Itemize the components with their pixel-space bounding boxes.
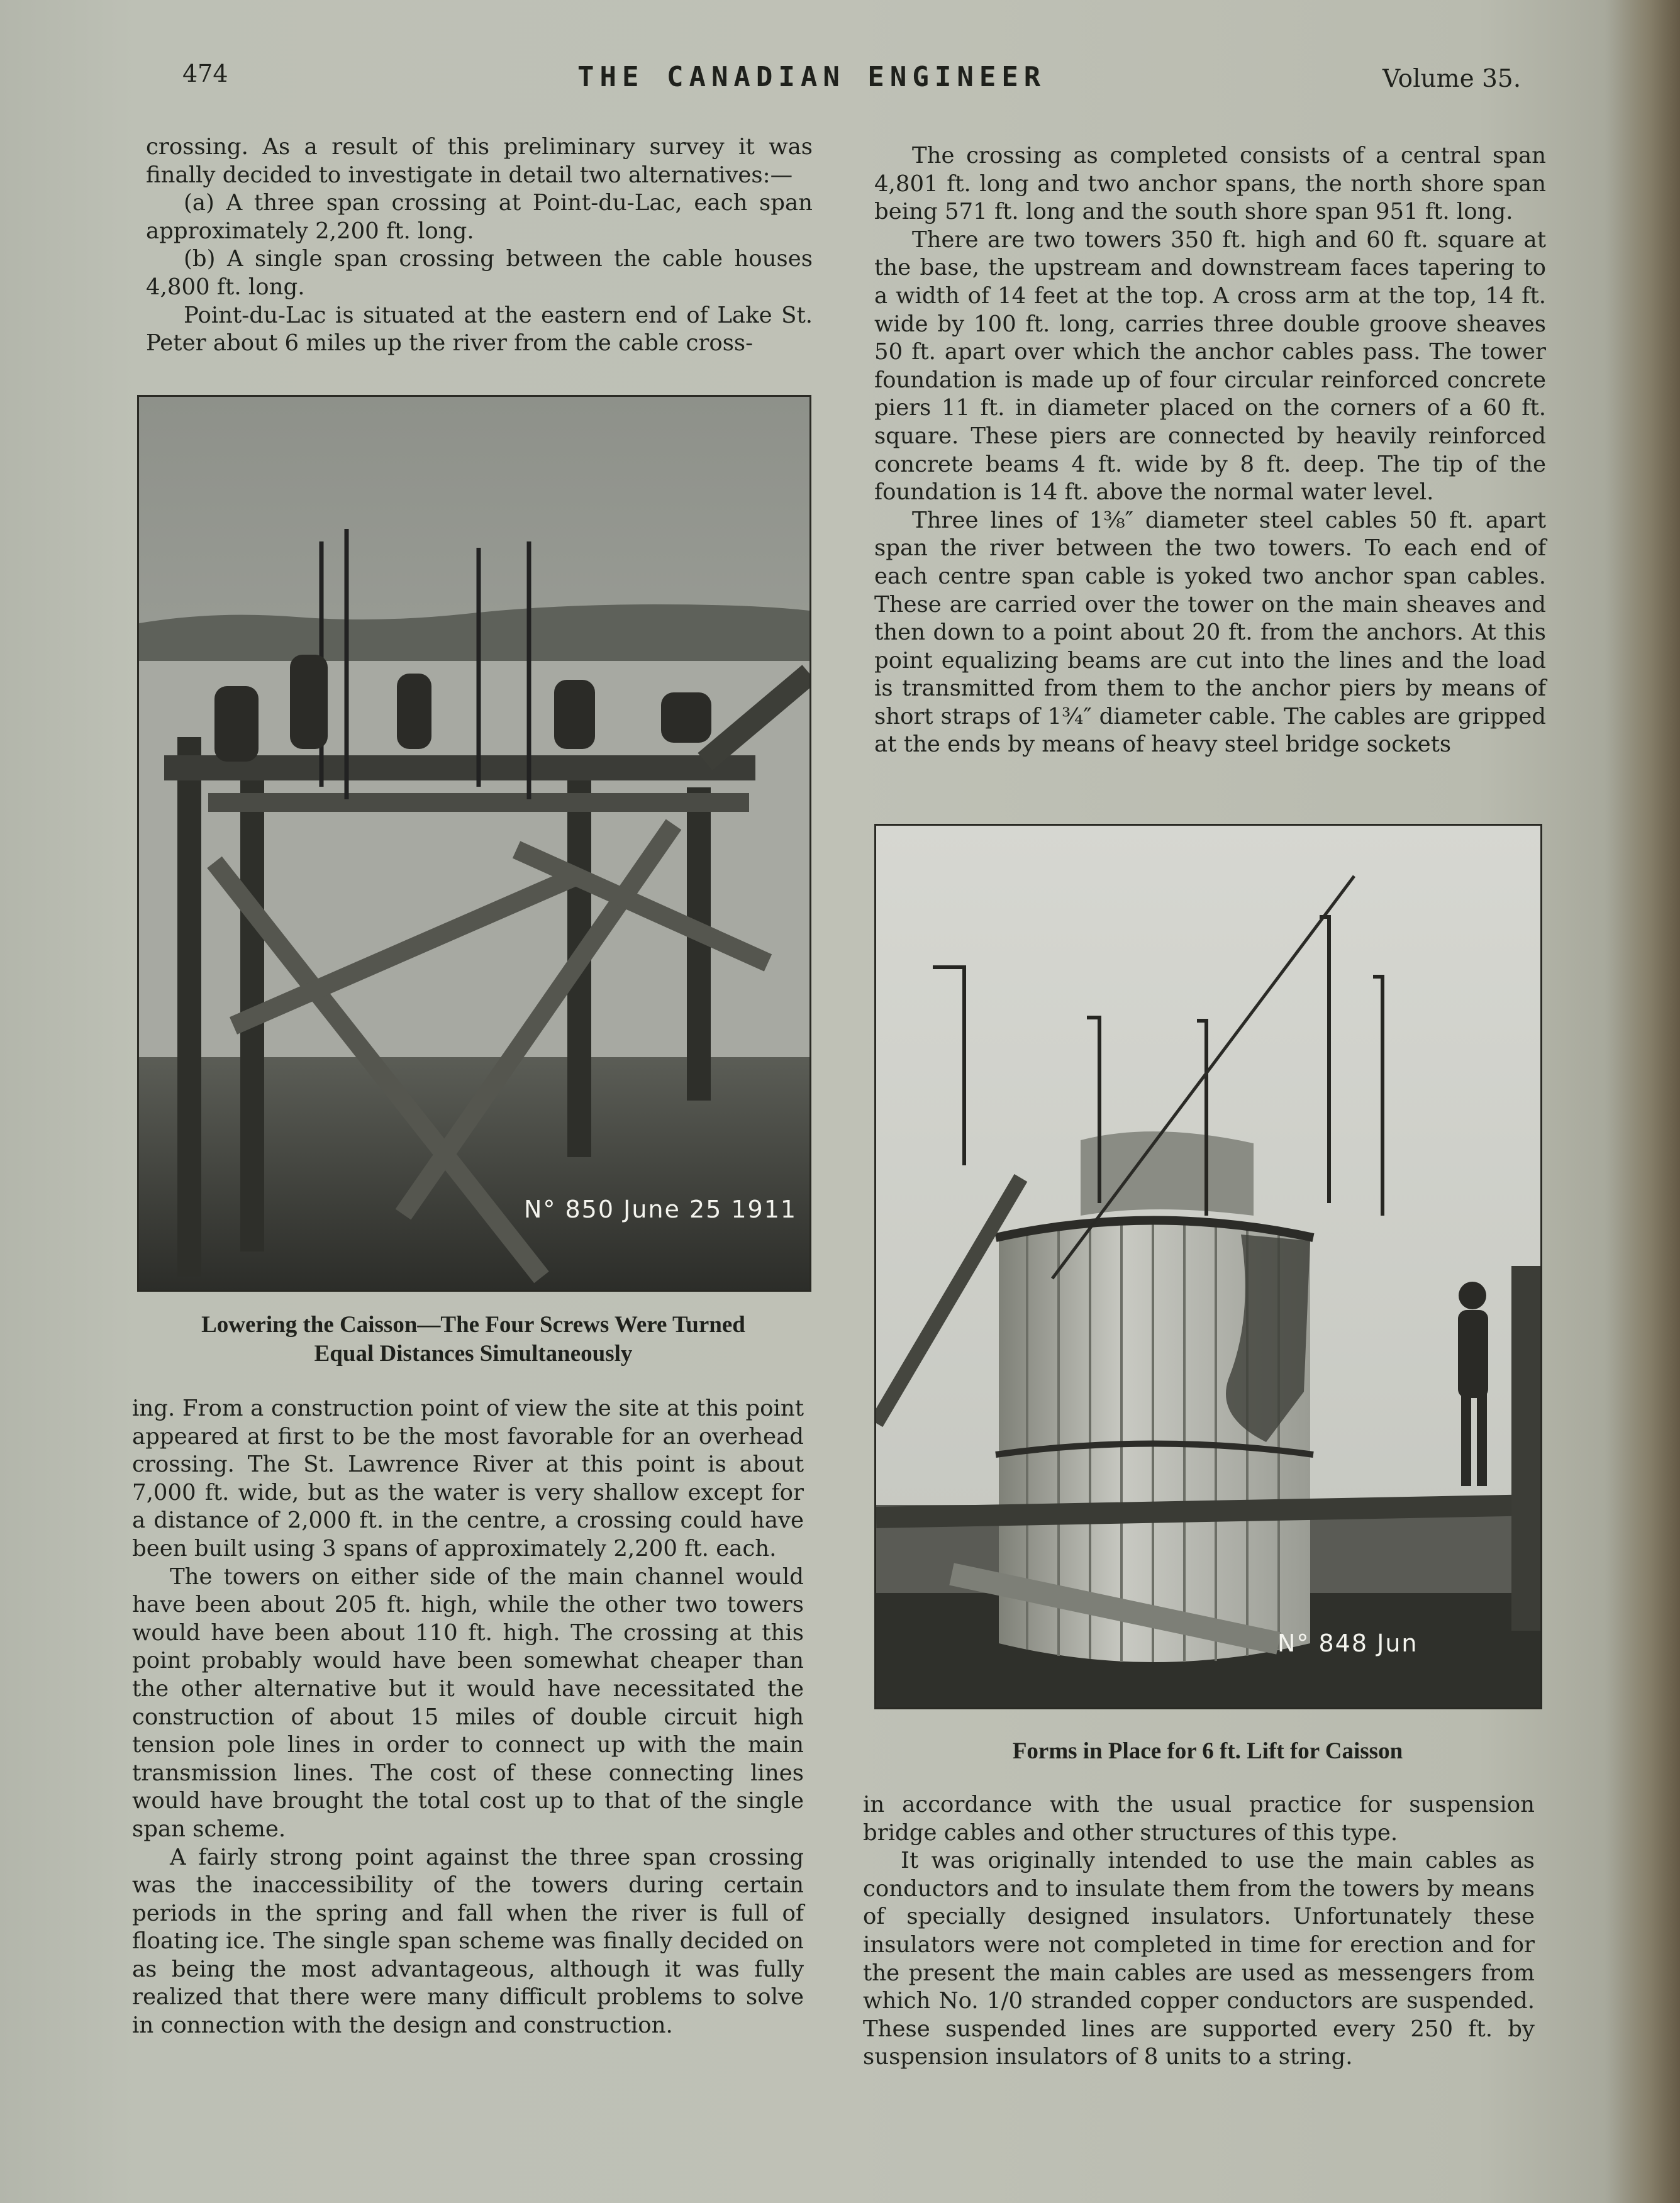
caisson-scaffold-illustration [139, 397, 809, 1290]
paragraph: in accordance with the usual practice for suspension bridge cables and other structures of this type. [863, 1792, 1535, 1846]
caption-line: Lowering the Caisson—The Four Screws Were Turned [201, 1312, 745, 1338]
paragraph: The crossing as completed consists of a central span 4,801 ft. long and two anchor spans, the north shore span being 571 ft. long and the south shore span 951 ft. long. [874, 143, 1546, 225]
paragraph: The towers on either side of the main channel would have been about 205 ft. high, while the other two towers would have been about 110 ft. high. The crossing at this point probably would have been somewhat cheaper than the other alternative but it would have necessitated the construction of about 15 miles of double circuit high tension pole lines in order to connect up with the main transmission lines. The cost of these connecting lines would have brought the total cost up to that of the single span scheme. [132, 1563, 804, 1842]
right-column-bottom [863, 1791, 1535, 2072]
paragraph: ing. From a construction point of view the site at this point appeared at first to be the most favorable for an overhead crossing. The St. Lawrence River at this point is about 7,000 ft. wide, but as the water is very shallow except for a distance of 2,000 ft. in the centre, a crossing could have been built using 3 spans of approximately 2,200 ft. each. [132, 1396, 804, 1562]
left-column-bottom [132, 1395, 804, 2040]
volume-number: Volume 35. [1382, 65, 1521, 93]
left-column-top [146, 133, 813, 358]
plate-number: N° 850 June 25 1911 [524, 1196, 798, 1223]
caption-line: Forms in Place for 6 ft. Lift for Caisson [1012, 1738, 1403, 1764]
list-item: (a) A three span crossing at Point-du-Lac, each span approximately 2,200 ft. long. [146, 190, 813, 244]
paragraph: It was originally intended to use the main cables as conductors and to insulate them from the towers by means of specially designed insulators. Unfortunately these insulators were not completed in time for erection and for the present the main cables are used as messengers from which No. 1/0 stranded copper conductors are suspended. These suspended lines are supported every 250 ft. by suspension insulators of 8 units to a string. [863, 1848, 1535, 2070]
list-item: (b) A single span crossing between the cable houses 4,800 ft. long. [146, 246, 813, 300]
photo-lowering-caisson [137, 395, 811, 1292]
caption-line: Equal Distances Simultaneously [314, 1341, 633, 1367]
page-header [0, 60, 1680, 104]
right-column-top [874, 142, 1546, 759]
photo-caisson-forms [874, 824, 1542, 1709]
paragraph: A fairly strong point against the three span crossing was the inaccessibility of the towers during certain periods in the spring and fall when the river is full of floating ice. The single span scheme was finally decided on as being the most advantageous, although it was fully realized that there were many difficult problems to solve in connection with the design and construction. [132, 1844, 804, 2039]
paragraph: There are two towers 350 ft. high and 60 ft. square at the base, the upstream and downstream faces tapering to a width of 14 feet at the top. A cross arm at the top, 14 ft. wide by 100 ft. long, carries three double groove sheaves 50 ft. apart over which the anchor cables pass. The tower foundation is made up of four circular reinforced concrete piers 11 ft. in diameter placed on the corners of a 60 ft. square. These piers are connected by heavily reinforced concrete beams 4 ft. wide by 8 ft. deep. The tip of the foundation is 14 ft. above the normal water level. [874, 226, 1546, 506]
paragraph: Three lines of 1⅜″ diameter steel cables 50 ft. apart span the river between the two towers. To each end of each centre span cable is yoked two anchor span cables. These are carried over the tower on the main sheaves and then down to a point about 20 ft. from the anchors. At this point equalizing beams are cut into the lines and the load is transmitted from them to the anchor piers by means of short straps of 1¾″ diameter cable. The cables are gripped at the ends by means of heavy steel bridge sockets [874, 507, 1546, 758]
figure-caption-1 [126, 1311, 821, 1368]
paragraph: crossing. As a result of this preliminary survey it was finally decided to investigate in detail two alternatives:— [146, 134, 813, 188]
caisson-forms-illustration [876, 826, 1540, 1707]
plate-number: N° 848 Jun [1277, 1629, 1418, 1657]
figure-caption-2 [868, 1737, 1547, 1766]
paragraph: Point-du-Lac is situated at the eastern end of Lake St. Peter about 6 miles up the river from the cable cross- [146, 302, 813, 357]
journal-title: THE CANADIAN ENGINEER [577, 61, 1047, 93]
page-number: 474 [182, 60, 228, 87]
